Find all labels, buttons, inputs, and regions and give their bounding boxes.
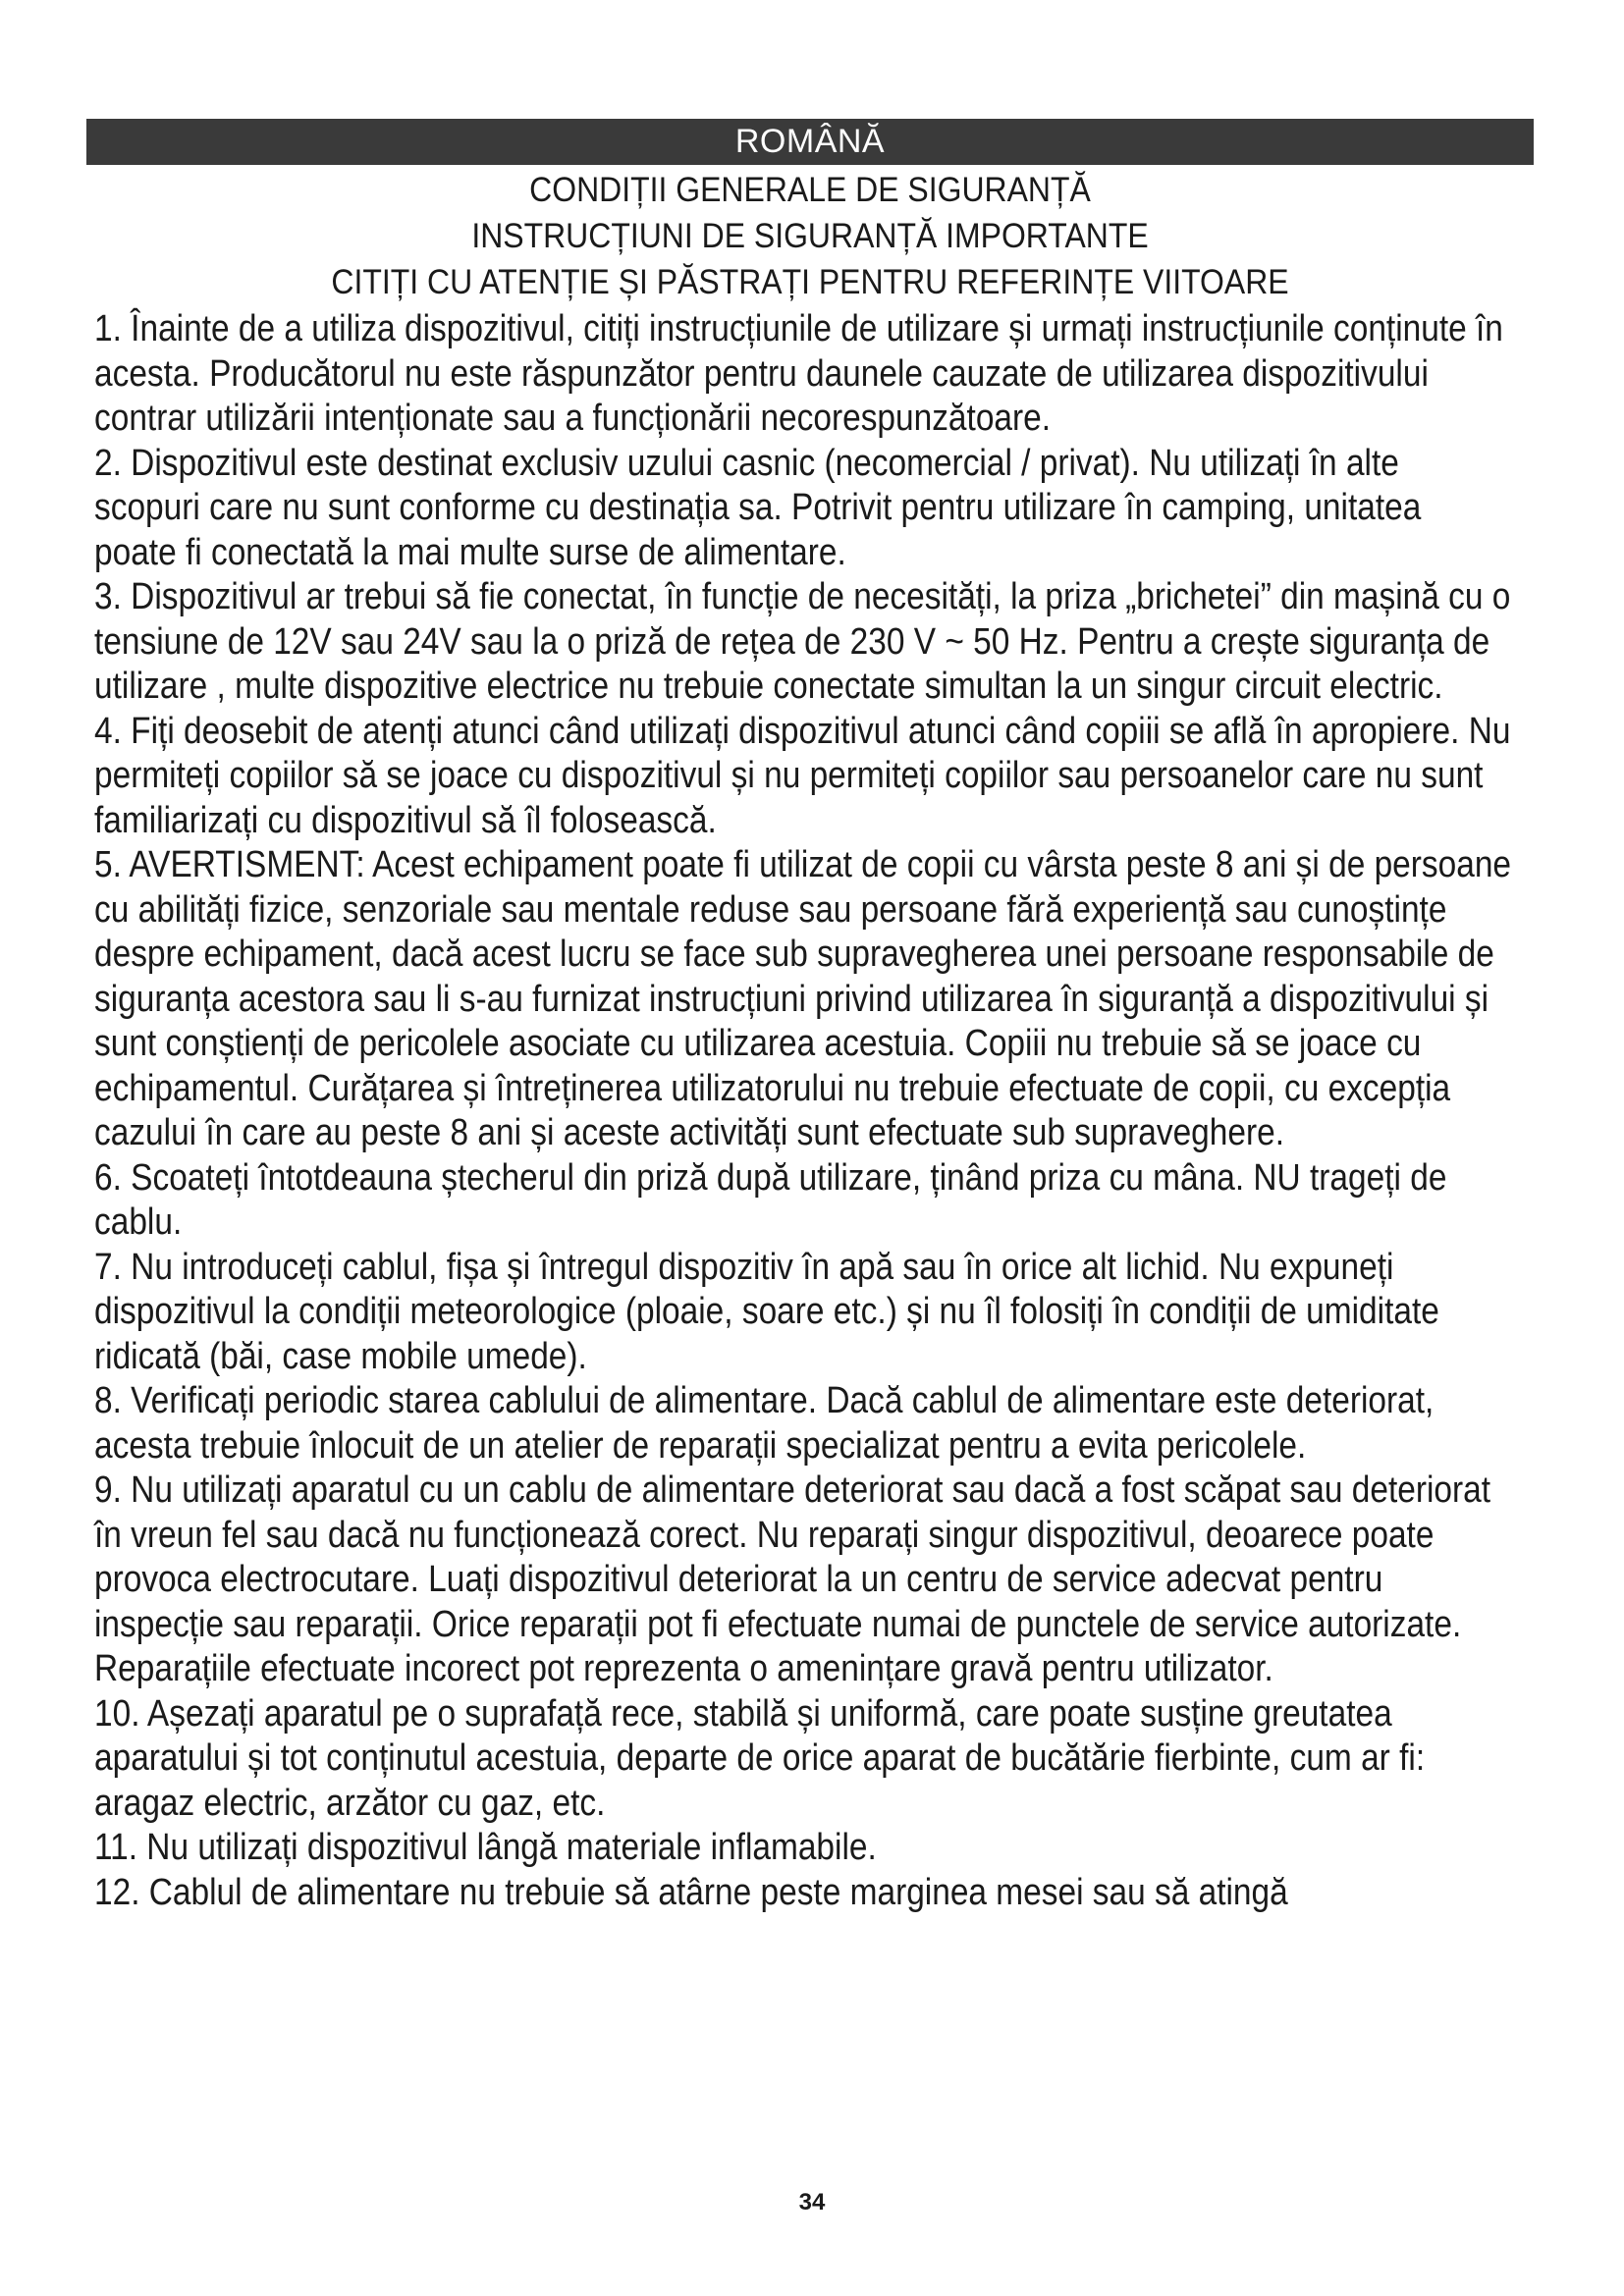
page-number: 34 (798, 2189, 826, 2216)
language-header-bar: ROMÂNĂ (86, 119, 1534, 165)
instruction-paragraph: 12. Cablul de alimentare nu trebuie să atârne peste marginea mesei sau să atingă (94, 1871, 1288, 1913)
instruction-paragraph: 6. Scoateți întotdeauna ștecherul din priză după utilizare, ținând priza cu mâna. NU trageți de cablu. (94, 1156, 1447, 1243)
instruction-paragraph: 8. Verificați periodic starea cablului de alimentare. Dacă cablul de alimentare este deteriorat, acesta trebuie înlocuit de un atelier de reparații specializat pentru a evita pericolele. (94, 1380, 1435, 1467)
heading-read-carefully: CITIȚI CU ATENȚIE ȘI PĂSTRAȚI PENTRU REFERINȚE VIITOARE (331, 262, 1289, 301)
instruction-paragraph: 7. Nu introduceți cablul, fișa și întregul dispozitiv în apă sau în orice alt lichid. Nu expuneți dispozitivul la condiții meteorologice (ploaie, soare etc.) și nu îl folosiți în condiții de umiditate ridicată (băi, case mobile umede). (94, 1246, 1439, 1377)
section-headings (159, 167, 1462, 305)
instruction-paragraph: 5. AVERTISMENT: Acest echipament poate fi utilizat de copii cu vârsta peste 8 ani și de persoane cu abilități fizice, senzoriale sau mentale reduse sau persoane fără experiență sau cunoștințe despre echipament, dacă acest lucru se face sub supravegherea unei persoane responsabile de siguranța acestora sau li s-au furnizat instrucțiuni privind utilizarea în siguranță a dispozitivului și sunt conștienți de pericolele asociate cu utilizarea acestuia. Copiii nu trebuie să se joace cu echipamentul. Curățarea și întreținerea utilizatorului nu trebuie efectuate de copii, cu excepția cazului în care au peste 8 ani și aceste activități sunt efectuate sub supraveghere. (94, 844, 1512, 1153)
instruction-paragraph: 11. Nu utilizați dispozitivul lângă materiale inflamabile. (94, 1827, 877, 1868)
instruction-paragraph: 2. Dispozitivul este destinat exclusiv uzului casnic (necomercial / privat). Nu utilizați în alte scopuri care nu sunt conforme cu destinația sa. Potrivit pentru utilizare în camping, unitatea poate fi conectată la mai multe surse de alimentare. (94, 442, 1422, 573)
safety-instructions-body (94, 307, 1511, 1915)
instruction-paragraph: 1. Înainte de a utiliza dispozitivul, citiți instrucțiunile de utilizare și urmați instrucțiunile conținute în acesta. Producătorul nu este răspunzător pentru daunele cauzate de utilizarea dispozitivului contrar utilizării intenționate sau a funcționării necorespunzătoare. (94, 308, 1503, 439)
instruction-paragraph: 10. Așezați aparatul pe o suprafață rece, stabilă și uniformă, care poate susține greutatea aparatului și tot conținutul acestuia, departe de orice aparat de bucătărie fierbinte, cum ar fi: aragaz electric, arzător cu gaz, etc. (94, 1692, 1426, 1824)
instruction-paragraph: 3. Dispozitivul ar trebui să fie conectat, în funcție de necesități, la priza „brichetei” din mașină cu o tensiune de 12V sau 24V sau la o priză de rețea de 230 V ~ 50 Hz. Pentru a crește siguranța de utilizare , multe dispozitive electrice nu trebuie conectate simultan la un singur circuit electric. (94, 576, 1511, 707)
heading-general-safety: CONDIȚII GENERALE DE SIGURANȚĂ (529, 170, 1091, 209)
heading-important-instructions: INSTRUCȚIUNI DE SIGURANȚĂ IMPORTANTE (471, 216, 1149, 255)
instruction-paragraph: 9. Nu utilizați aparatul cu un cablu de alimentare deteriorat sau dacă a fost scăpat sau deteriorat în vreun fel sau dacă nu funcționează corect. Nu reparați singur dispozitivul, deoarece poate provoca electrocutare. Luați dispozitivul deteriorat la un centru de service adecvat pentru inspecție sau reparații. Orice reparații pot fi efectuate numai de punctele de service autorizate. Reparațiile efectuate incorect pot reprezenta o amenințare gravă pentru utilizator. (94, 1469, 1491, 1689)
instruction-paragraph: 4. Fiți deosebit de atenți atunci când utilizați dispozitivul atunci când copiii se află în apropiere. Nu permiteți copiilor să se joace cu dispozitivul și nu permiteți copiilor sau persoanelor care nu sunt familiarizați cu dispozitivul să îl folosească. (94, 710, 1511, 841)
